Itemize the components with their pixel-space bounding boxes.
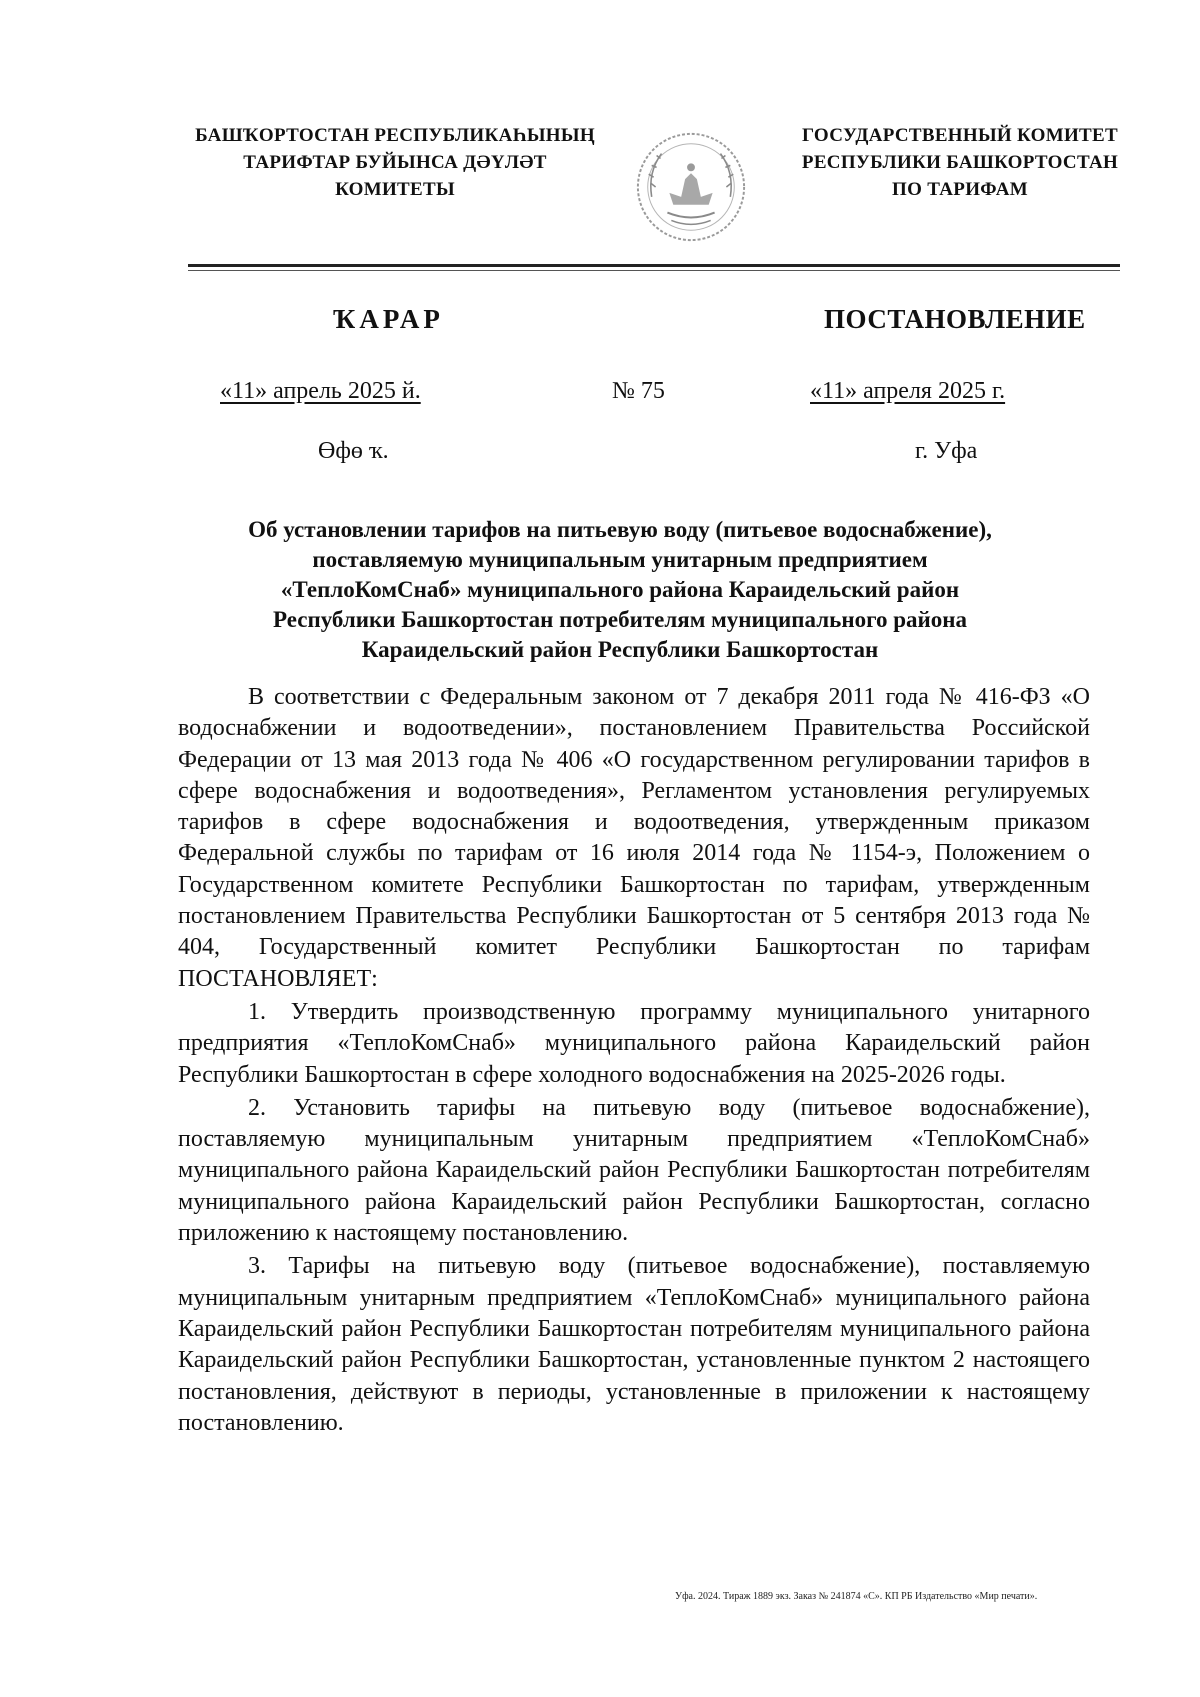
document-body — [178, 682, 1090, 1439]
clause-2: 2. Установить тарифы на питьевую воду (питьевое водоснабжение), поставляемую муниципальным унитарным предприятием «ТеплоКомСнаб» муниципального района Караидельский район Республики Башкортостан потребителям муниципального района Караидельский район Республики Башкортостан, согласно приложению к настоящему постановлению. — [178, 1094, 1090, 1247]
document-title — [150, 515, 1090, 665]
header-russian-line: РЕСПУБЛИКИ БАШКОРТОСТАН — [801, 152, 1119, 173]
coat-of-arms-emblem — [632, 128, 750, 246]
document-number: № 75 — [612, 378, 665, 404]
header-russian-line: ГОСУДАРСТВЕННЫЙ КОМИТЕТ — [802, 125, 1118, 146]
header-divider — [188, 264, 1120, 267]
header-bashkir — [185, 122, 605, 203]
city-bashkir: Өфө ҡ. — [318, 438, 389, 464]
clause-3: 3. Тарифы на питьевую воду (питьевое водоснабжение), поставляемую муниципальным унитарным предприятием «ТеплоКомСнаб» муниципального района Караидельский район Республики Башкортостан потребителям муниципального района Караидельский район Республики Башкортостан, установленные пунктом 2 настоящего постановления, действуют в периоды, установленные в приложении к настоящему постановлению. — [178, 1253, 1090, 1436]
header-bashkir-line: КОМИТЕТЫ — [335, 179, 455, 200]
print-imprint: Уфа. 2024. Тираж 1889 экз. Заказ № 241874 «С». КП РБ Издательство «Мир печати». — [675, 1591, 1038, 1602]
title-line: «ТеплоКомСнаб» муниципального района Караидельский район — [280, 577, 960, 602]
clause-1: 1. Утвердить производственную программу муниципального унитарного предприятия «ТеплоКомСнаб» муниципального района Караидельский район Республики Башкортостан в сфере холодного водоснабжения на 2025-2026 годы. — [178, 998, 1090, 1088]
city-russian: г. Уфа — [915, 438, 978, 464]
header-bashkir-line: ТАРИФТАР БУЙЫНСА ДӘҮЛӘТ — [243, 152, 547, 173]
date-bashkir: «11» апрель 2025 й. — [220, 378, 421, 404]
date-russian: «11» апреля 2025 г. — [810, 378, 1006, 404]
header-divider-thin — [188, 270, 1120, 271]
header-bashkir-line: БАШҠОРТОСТАН РЕСПУБЛИКАҺЫНЫҢ — [195, 125, 595, 146]
preamble-paragraph: В соответствии с Федеральным законом от 7 декабря 2011 года № 416-ФЗ «О водоснабжении и водоотведении», постановлением Правительства Российской Федерации от 13 мая 2013 года № 406 «О государственном регулировании тарифов в сфере водоснабжения и водоотведения», Регламентом установления регулируемых тарифов в сфере водоснабжения и водоотведения, утвержденным приказом Федеральной службы по тарифам от 16 июля 2014 года № 1154-э, Положением о Государственном комитете Республики Башкортостан по тарифам, утвержденным постановлением Правительства Республики Башкортостан от 5 сентября 2013 года № 404, Государственный комитет Республики Башкортостан по тарифам ПОСТАНОВЛЯЕТ: — [178, 684, 1090, 992]
header-russian — [780, 122, 1140, 203]
title-line: Республики Башкортостан потребителям муниципального района — [273, 607, 967, 632]
doc-type-russian: ПОСТАНОВЛЕНИЕ — [824, 304, 1086, 334]
title-line: Об установлении тарифов на питьевую воду (питьевое водоснабжение), — [248, 517, 992, 542]
title-line: Караидельский район Республики Башкортостан — [361, 637, 879, 662]
doc-type-bashkir: ҠАРАР — [333, 304, 444, 334]
title-line: поставляемую муниципальным унитарным предприятием — [312, 547, 928, 572]
header-russian-line: ПО ТАРИФАМ — [892, 179, 1028, 200]
